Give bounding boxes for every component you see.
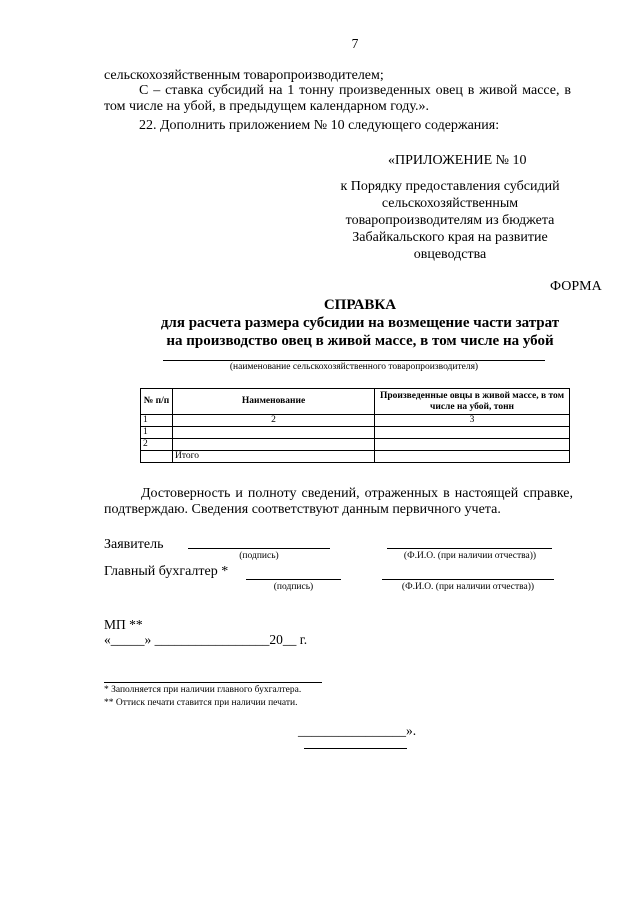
page-number: 7 [351,36,359,51]
appendix-line-3: товаропроизводителям из бюджета [345,213,555,228]
document-title: СПРАВКА [323,297,397,313]
table-cell: 1 [141,415,173,427]
accountant-signature-caption: (подпись) [273,582,314,592]
appendix-line-5: овцеводства [413,247,487,262]
confirmation-line-2: подтверждаю. Сведения соответствуют данным первичного учета. [104,502,501,517]
table-header-name: Наименование [173,389,375,415]
table-total-label: Итого [173,451,375,463]
accountant-name-caption: (Ф.И.О. (при наличии отчества)) [401,582,535,592]
table-cell [375,451,570,463]
form-label: ФОРМА [550,279,602,294]
appendix-line-1: к Порядку предоставления субсидий [340,179,560,194]
appendix-title: «ПРИЛОЖЕНИЕ № 10 [388,153,527,168]
table-cell: 2 [173,415,375,427]
applicant-signature-caption: (подпись) [239,551,279,561]
table-header-row [141,389,570,415]
table-row [141,427,570,439]
footnote-2: ** Оттиск печати ставится при наличии печати. [104,698,298,708]
date-line: «_____» _________________20__ г. [104,632,308,647]
table-cell [375,427,570,439]
accountant-signature-line [246,579,341,580]
accountant-label: Главный бухгалтер * [104,564,229,579]
table-row [141,439,570,451]
table-cell [173,439,375,451]
table-cell [173,427,375,439]
document-subtitle-2: на производство овец в живой массе, в том числе на убой [166,333,554,349]
intro-line-4: 22. Дополнить приложением № 10 следующего содержания: [139,118,500,133]
applicant-signature-line [188,548,330,549]
intro-line-1: сельскохозяйственным товаропроизводителем; [104,68,384,83]
applicant-name-caption: (Ф.И.О. (при наличии отчества)) [403,551,537,561]
closing-separator [304,748,407,749]
appendix-line-4: Забайкальского края на развитие [352,230,548,245]
stamp-label: МП ** [104,617,143,632]
appendix-line-2: сельскохозяйственным [381,196,519,211]
closing-mark: ________________». [298,723,417,738]
applicant-label: Заявитель [104,537,164,552]
producer-name-caption: (наименование сельскохозяйственного товаропроизводителя) [229,362,479,372]
intro-line-3: том числе на убой, в предыдущем календарном году.». [104,99,430,114]
footnote-separator [104,682,322,683]
table-cell: 1 [141,427,173,439]
confirmation-line-1: Достоверность и полноту сведений, отраженных в настоящей справке, [141,486,573,501]
table-total-row [141,451,570,463]
subsidy-table [140,388,570,463]
table-cell: 3 [375,415,570,427]
table-cell: 2 [141,439,173,451]
table-header-number: № п/п [141,389,173,415]
accountant-name-line [382,579,554,580]
table-cell [375,439,570,451]
table-header-volume: Произведенные овцы в живой массе, в том числе на убой, тонн [375,389,570,415]
document-subtitle-1: для расчета размера субсидии на возмещение части затрат [160,315,560,331]
table-cell [141,451,173,463]
producer-name-line [163,360,545,361]
applicant-name-line [387,548,552,549]
table-numbering-row [141,415,570,427]
intro-line-2: С – ставка субсидий на 1 тонну произведенных овец в живой массе, в [139,83,571,98]
footnote-1: * Заполняется при наличии главного бухгалтера. [104,685,302,695]
